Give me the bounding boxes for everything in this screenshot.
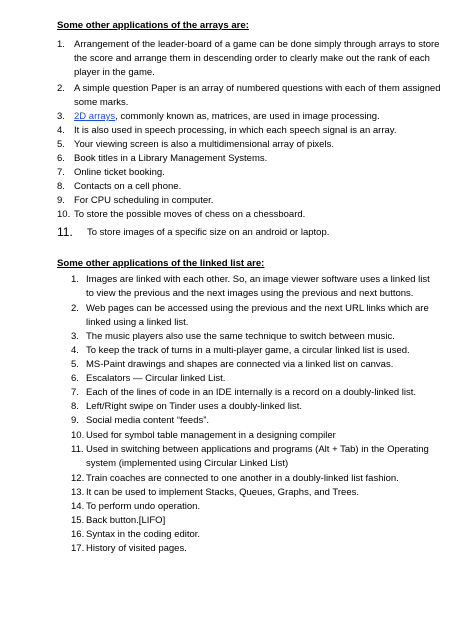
linked-list-heading: Some other applications of the linked list are: (57, 258, 265, 269)
item-text: Contacts on a cell phone. (74, 181, 182, 192)
item-number: 7. (71, 387, 79, 398)
item-number: 4. (57, 125, 65, 136)
item-text: Train coaches are connected to one another in a doubly-linked list fashion. (86, 473, 399, 484)
item-number: 11. (57, 225, 73, 239)
item-number: 13. (71, 487, 85, 498)
item-text: History of visited pages. (86, 543, 187, 554)
item-text: Escalators — Circular linked List. (86, 373, 226, 384)
item-number: 1. (57, 39, 65, 50)
item-number: 8. (71, 401, 79, 412)
item-text: Back button.[LIFO] (86, 515, 166, 526)
item-text: For CPU scheduling in computer. (74, 195, 214, 206)
arrays-heading: Some other applications of the arrays are: (57, 20, 249, 31)
item-number: 14. (71, 501, 85, 512)
item-number: 10. (71, 430, 85, 441)
item-number: 6. (71, 373, 79, 384)
item-text: Book titles in a Library Management Systems. (74, 153, 268, 164)
item-number: 6. (57, 153, 65, 164)
item-text: Images are linked with each other. So, an image viewer software uses a linked list (86, 274, 430, 285)
2d-arrays-link[interactable]: 2D arrays (74, 111, 116, 122)
item-text: It is also used in speech processing, in which each speech signal is an array. (74, 125, 397, 136)
item-number: 8. (57, 181, 65, 192)
item-text-rest: , commonly known as, matrices, are used in image processing. (115, 111, 380, 122)
item-number: 16. (71, 529, 85, 540)
item-text: system (implemented using Circular Linked List) (86, 458, 289, 469)
item-text: Web pages can be accessed using the previous and the next URL links which are (86, 303, 429, 314)
item-text: To store the possible moves of chess on a chessboard. (74, 209, 306, 220)
item-text: the score and arrange them in descending order to clearly make out the rank of each (74, 53, 430, 64)
item-text: Social media content “feeds”. (86, 415, 210, 426)
item-text: Your viewing screen is also a multidimensional array of pixels. (74, 139, 334, 150)
item-text: Used for symbol table management in a designing compiler (86, 430, 336, 441)
item-text: Syntax in the coding editor. (86, 529, 201, 540)
item-text: player in the game. (74, 67, 155, 78)
item-number: 4. (71, 345, 79, 356)
item-text: MS-Paint drawings and shapes are connected via a linked list on canvas. (86, 359, 394, 370)
item-number: 5. (71, 359, 79, 370)
item-text: To perform undo operation. (86, 501, 201, 512)
item-number: 12. (71, 473, 85, 484)
item-text: A simple question Paper is an array of numbered questions with each of them assigned (74, 83, 441, 94)
item-text: To keep the track of turns in a multi-player game, a circular linked list is used. (86, 345, 410, 356)
item-text: some marks. (74, 97, 129, 108)
item-number: 15. (71, 515, 85, 526)
item-text: To store images of a specific size on an android or laptop. (87, 227, 330, 238)
item-text: Online ticket booking. (74, 167, 165, 178)
item-number: 2. (57, 83, 65, 94)
item-text: Left/Right swipe on Tinder uses a doubly-linked list. (86, 401, 302, 412)
item-text: The music players also use the same technique to switch between music. (86, 331, 395, 342)
item-number: 11. (71, 444, 84, 455)
item-text: linked using a linked list. (86, 317, 189, 328)
item-number: 3. (57, 111, 65, 122)
item-number: 5. (57, 139, 65, 150)
item-number: 1. (71, 274, 79, 285)
item-text: Used in switching between applications and programs (Alt + Tab) in the Operating (86, 444, 429, 455)
item-number: 7. (57, 167, 65, 178)
item-number: 2. (71, 303, 79, 314)
item-number: 17. (71, 543, 85, 554)
item-text: It can be used to implement Stacks, Queues, Graphs, and Trees. (86, 487, 360, 498)
item-number: 9. (57, 195, 65, 206)
item-text: Each of the lines of code in an IDE internally is a record on a doubly-linked list. (86, 387, 417, 398)
item-number: 10. (57, 209, 71, 220)
item-text: Arrangement of the leader-board of a game can be done simply through arrays to store (74, 39, 440, 50)
item-number: 9. (71, 415, 79, 426)
item-number: 3. (71, 331, 79, 342)
item-text (71, 110, 380, 124)
item-text: to view the previous and the next images using the previous and next buttons. (86, 288, 414, 299)
